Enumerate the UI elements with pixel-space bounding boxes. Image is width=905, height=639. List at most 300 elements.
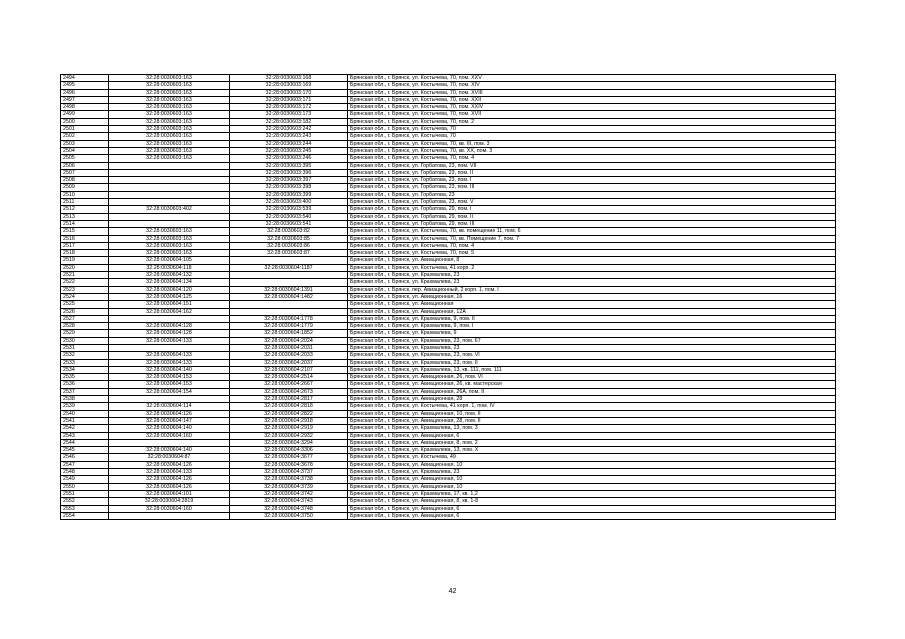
row-number-cell: 2502	[61, 133, 109, 140]
parent-cadastral-number-cell: 32:28:0030603:163	[109, 118, 230, 125]
address-cell: Брянская обл., г. Брянск, ул. Авиационная, 12А	[348, 308, 836, 315]
address-cell: Брянская обл., г. Брянск, ул. Авиационная, 28, пом. II	[348, 417, 836, 424]
parent-cadastral-number-cell: 32:28:0030603:163	[109, 82, 230, 89]
cadastral-number-cell: 32:28:0030604:1482	[230, 293, 348, 300]
table-row	[61, 133, 836, 140]
row-number-cell: 2535	[61, 374, 109, 381]
row-number-cell: 2499	[61, 111, 109, 118]
parent-cadastral-number-cell: 32:28:0030604:120	[109, 286, 230, 293]
register-sheet	[60, 74, 836, 520]
parent-cadastral-number-cell	[109, 177, 230, 184]
address-cell: Брянская обл., г. Брянск, ул. Авиационная, 8, кв. 1-8	[348, 498, 836, 505]
table-row	[61, 315, 836, 322]
cadastral-number-cell	[230, 279, 348, 286]
parent-cadastral-number-cell: 32:28:0030604:153	[109, 374, 230, 381]
table-row	[61, 118, 836, 125]
parent-cadastral-number-cell	[109, 213, 230, 220]
row-number-cell: 2508	[61, 177, 109, 184]
row-number-cell: 2501	[61, 126, 109, 133]
row-number-cell: 2524	[61, 293, 109, 300]
row-number-cell: 2516	[61, 235, 109, 242]
parent-cadastral-number-cell: 32:28:0030604:140	[109, 447, 230, 454]
parent-cadastral-number-cell: 32:28:0030603:163	[109, 89, 230, 96]
address-cell: Брянская обл., г. Брянск, ул. Авиационная, 8, пом. 2	[348, 439, 836, 446]
parent-cadastral-number-cell: 32:28:0030603:163	[109, 242, 230, 249]
table-row	[61, 337, 836, 344]
row-number-cell: 2530	[61, 337, 109, 344]
address-cell: Брянская обл., г. Брянск, ул. Авиационная, 26, кв. мастерская	[348, 381, 836, 388]
cadastral-number-cell: 32:28:0030604:1779	[230, 323, 348, 330]
table-row	[61, 272, 836, 279]
cadastral-number-cell: 32:28:0030604:1187	[230, 264, 348, 271]
parent-cadastral-number-cell: 32:28:0030604:118	[109, 264, 230, 271]
table-row	[61, 301, 836, 308]
cadastral-number-cell: 32:28:0030604:2919	[230, 425, 348, 432]
address-cell: Брянская обл., г. Брянск, ул. Костычева, 41 корп. 2	[348, 264, 836, 271]
parent-cadastral-number-cell: 32:28:0030604:126	[109, 410, 230, 417]
parent-cadastral-number-cell	[109, 220, 230, 227]
table-row	[61, 250, 836, 257]
parent-cadastral-number-cell: 32:28:0030604:162	[109, 308, 230, 315]
table-row	[61, 147, 836, 154]
row-number-cell: 2500	[61, 118, 109, 125]
parent-cadastral-number-cell: 32:28:0030604:160	[109, 432, 230, 439]
table-row	[61, 264, 836, 271]
row-number-cell: 2528	[61, 323, 109, 330]
cadastral-number-cell: 32:28:0030603:182	[230, 118, 348, 125]
address-cell: Брянская обл., г. Брянск, ул. Костычева, 70, пом. XXII	[348, 96, 836, 103]
address-cell: Брянская обл., г. Брянск, ул. Горбатова, 23	[348, 191, 836, 198]
row-number-cell: 2512	[61, 206, 109, 213]
parent-cadastral-number-cell: 32:28:0030603:163	[109, 75, 230, 82]
table-row	[61, 396, 836, 403]
row-number-cell: 2539	[61, 403, 109, 410]
table-row	[61, 235, 836, 242]
parent-cadastral-number-cell	[109, 199, 230, 206]
address-cell: Брянская обл., г. Брянск, ул. Авиационная, 10	[348, 461, 836, 468]
cadastral-number-cell: 32:28:0030604:3306	[230, 447, 348, 454]
parent-cadastral-number-cell: 32:28:0030604:133	[109, 337, 230, 344]
parent-cadastral-number-cell: 32:28:0030604:147	[109, 417, 230, 424]
row-number-cell: 2554	[61, 512, 109, 519]
table-row	[61, 439, 836, 446]
row-number-cell: 2546	[61, 454, 109, 461]
parent-cadastral-number-cell	[109, 512, 230, 519]
cadastral-number-cell: 32:28:0030603:541	[230, 220, 348, 227]
address-cell: Брянская обл., г. Брянск, ул. Авиационная, 28	[348, 396, 836, 403]
row-number-cell: 2538	[61, 396, 109, 403]
parent-cadastral-number-cell	[109, 162, 230, 169]
address-cell: Брянская обл., г. Брянск, ул. Горбатова, 23, пом. II	[348, 169, 836, 176]
table-row	[61, 374, 836, 381]
table-row	[61, 403, 836, 410]
row-number-cell: 2527	[61, 315, 109, 322]
parent-cadastral-number-cell	[109, 344, 230, 351]
cadastral-number-cell: 32:28:0030604:2932	[230, 432, 348, 439]
address-cell: Брянская обл., г. Брянск, ул. Крахмалева, 9	[348, 330, 836, 337]
address-cell: Брянская обл., г. Брянск, ул. Крахмалева, 17, кв. 1,2	[348, 490, 836, 497]
address-cell: Брянская обл., г. Брянск, ул. Горбатова, 29, пом. II	[348, 213, 836, 220]
parent-cadastral-number-cell: 32:28:0030604:140	[109, 425, 230, 432]
table-row	[61, 476, 836, 483]
row-number-cell: 2517	[61, 242, 109, 249]
table-row	[61, 469, 836, 476]
cadastral-number-cell: 32:28:0030603:243	[230, 133, 348, 140]
cadastral-number-cell: 32:28:0030604:2673	[230, 388, 348, 395]
address-cell: Брянская обл., г. Брянск, ул. Авиационная, 6	[348, 512, 836, 519]
address-cell: Брянская обл., г. Брянск, ул. Крахмалева, 23	[348, 344, 836, 351]
cadastral-number-cell: 32:28:0030603:242	[230, 126, 348, 133]
table-row	[61, 417, 836, 424]
address-cell: Брянская обл., г. Брянск, ул. Костычева, 70, пом. XIV	[348, 82, 836, 89]
parent-cadastral-number-cell: 32:28:0030604:133	[109, 469, 230, 476]
address-cell: Брянская обл., г. Брянск, ул. Костычева, 70, кв. помещение 11, пом. 6	[348, 228, 836, 235]
table-row	[61, 410, 836, 417]
table-row	[61, 206, 836, 213]
parent-cadastral-number-cell: 32:28:0030603:163	[109, 104, 230, 111]
address-cell: Брянская обл., г. Брянск, ул. Костычева, 70	[348, 126, 836, 133]
table-row	[61, 96, 836, 103]
table-row	[61, 199, 836, 206]
parent-cadastral-number-cell: 32:28:0030603:163	[109, 133, 230, 140]
table-row	[61, 323, 836, 330]
cadastral-number-cell: 32:28:0030604:2667	[230, 381, 348, 388]
row-number-cell: 2532	[61, 352, 109, 359]
parent-cadastral-number-cell: 32:28:0030604:133	[109, 359, 230, 366]
row-number-cell: 2551	[61, 490, 109, 497]
register-table-body	[61, 75, 836, 520]
parent-cadastral-number-cell: 32:28:0030603:163	[109, 228, 230, 235]
parent-cadastral-number-cell	[109, 169, 230, 176]
table-row	[61, 366, 836, 373]
address-cell: Брянская обл., г. Брянск, пер. Авиационный, 2 корп. 1, пом. I	[348, 286, 836, 293]
cadastral-number-cell: 32:28:0030603:246	[230, 155, 348, 162]
cadastral-number-cell: 32:28:0030604:3738	[230, 476, 348, 483]
cadastral-number-cell: 32:28:0030604:2918	[230, 417, 348, 424]
address-cell: Брянская обл., г. Брянск, ул. Авиационная, 26, пом. VI	[348, 374, 836, 381]
row-number-cell: 2550	[61, 483, 109, 490]
table-row	[61, 191, 836, 198]
table-row	[61, 498, 836, 505]
address-cell: Брянская обл., г. Брянск, ул. Горбатова, 23, пом. III	[348, 184, 836, 191]
row-number-cell: 2522	[61, 279, 109, 286]
address-cell: Брянская обл., г. Брянск, ул. Авиационная, 10	[348, 476, 836, 483]
parent-cadastral-number-cell: 32:28:0030604:128	[109, 323, 230, 330]
row-number-cell: 2541	[61, 417, 109, 424]
cadastral-number-cell: 32:28:0030604:2822	[230, 410, 348, 417]
address-cell: Брянская обл., г. Брянск, ул. Костычева, 70, пом. 5	[348, 250, 836, 257]
row-number-cell: 2504	[61, 147, 109, 154]
cadastral-number-cell: 32:28:0030603:400	[230, 199, 348, 206]
address-cell: Брянская обл., г. Брянск, ул. Костычева, 41 корп. 1, пом. IV	[348, 403, 836, 410]
address-cell: Брянская обл., г. Брянск, ул. Авиационная, 10	[348, 483, 836, 490]
address-cell: Брянская обл., г. Брянск, ул. Горбатова, 23, пом. I	[348, 177, 836, 184]
cadastral-number-cell: 32:28:0030603:398	[230, 184, 348, 191]
table-row	[61, 454, 836, 461]
table-row	[61, 425, 836, 432]
address-cell: Брянская обл., г. Брянск, ул. Авиационная, 6	[348, 432, 836, 439]
row-number-cell: 2526	[61, 308, 109, 315]
address-cell: Брянская обл., г. Брянск, ул. Крахмалева, 13, пом. 3	[348, 425, 836, 432]
table-row	[61, 162, 836, 169]
parent-cadastral-number-cell: 32:28:0030604:154	[109, 388, 230, 395]
row-number-cell: 2537	[61, 388, 109, 395]
cadastral-number-cell: 32:28:0030603:244	[230, 140, 348, 147]
row-number-cell: 2505	[61, 155, 109, 162]
table-row	[61, 308, 836, 315]
cadastral-number-cell: 32:28:0030603:172	[230, 104, 348, 111]
row-number-cell: 2547	[61, 461, 109, 468]
row-number-cell: 2525	[61, 301, 109, 308]
parent-cadastral-number-cell	[109, 396, 230, 403]
row-number-cell: 2496	[61, 89, 109, 96]
cadastral-number-cell: 32:28:0030603:396	[230, 169, 348, 176]
parent-cadastral-number-cell: 32:28:0030603:163	[109, 140, 230, 147]
cadastral-number-cell: 32:28:0030604:3294	[230, 439, 348, 446]
row-number-cell: 2534	[61, 366, 109, 373]
cadastral-number-cell: 32:28:0030604:3739	[230, 483, 348, 490]
cadastral-number-cell: 32:28:0030604:2817	[230, 396, 348, 403]
parent-cadastral-number-cell: 32:28:0030604:132	[109, 272, 230, 279]
address-cell: Брянская обл., г. Брянск, ул. Костычева, 70	[348, 133, 836, 140]
cadastral-number-cell: 32:28:0030603:87	[230, 250, 348, 257]
table-row	[61, 330, 836, 337]
cadastral-number-cell: 32:28:0030603:399	[230, 191, 348, 198]
table-row	[61, 75, 836, 82]
row-number-cell: 2520	[61, 264, 109, 271]
cadastral-number-cell	[230, 272, 348, 279]
address-cell: Брянская обл., г. Брянск, ул. Костычева, 49	[348, 454, 836, 461]
address-cell: Брянская обл., г. Брянск, ул. Крахмалева, 9, пом. II	[348, 315, 836, 322]
row-number-cell: 2515	[61, 228, 109, 235]
register-table	[60, 74, 836, 520]
parent-cadastral-number-cell: 32:28:0030604:153	[109, 381, 230, 388]
parent-cadastral-number-cell	[109, 315, 230, 322]
address-cell: Брянская обл., г. Брянск, ул. Костычева, 70, пом. 4	[348, 242, 836, 249]
address-cell: Брянская обл., г. Брянск, ул. Горбатова, 23, пом. VII	[348, 162, 836, 169]
parent-cadastral-number-cell: 32:28:0030604:101	[109, 490, 230, 497]
address-cell: Брянская обл., г. Брянск, ул. Костычева, 70, пом. 4	[348, 155, 836, 162]
cadastral-number-cell: 32:28:0030604:1391	[230, 286, 348, 293]
parent-cadastral-number-cell: 32:28:0030604:126	[109, 476, 230, 483]
parent-cadastral-number-cell: 32:28:0030603:163	[109, 96, 230, 103]
table-row	[61, 177, 836, 184]
row-number-cell: 2548	[61, 469, 109, 476]
table-row	[61, 82, 836, 89]
cadastral-number-cell: 32:28:0030603:168	[230, 75, 348, 82]
parent-cadastral-number-cell: 32:28:0030604:140	[109, 366, 230, 373]
table-row	[61, 242, 836, 249]
table-row	[61, 505, 836, 512]
table-row	[61, 111, 836, 118]
address-cell: Брянская обл., г. Брянск, ул. Костычева, 70, пом. XXIV	[348, 104, 836, 111]
cadastral-number-cell: 32:28:0030603:85	[230, 235, 348, 242]
cadastral-number-cell: 32:28:0030603:245	[230, 147, 348, 154]
address-cell: Брянская обл., г. Брянск, ул. Авиационная, 8	[348, 257, 836, 264]
cadastral-number-cell: 32:28:0030603:82	[230, 228, 348, 235]
table-row	[61, 228, 836, 235]
table-row	[61, 169, 836, 176]
parent-cadastral-number-cell: 32:28:0030604:151	[109, 301, 230, 308]
parent-cadastral-number-cell: 32:28:0030603:163	[109, 147, 230, 154]
table-row	[61, 89, 836, 96]
row-number-cell: 2545	[61, 447, 109, 454]
parent-cadastral-number-cell: 32:28:0030603:402	[109, 206, 230, 213]
table-row	[61, 257, 836, 264]
row-number-cell: 2529	[61, 330, 109, 337]
row-number-cell: 2553	[61, 505, 109, 512]
cadastral-number-cell: 32:28:0030603:539	[230, 206, 348, 213]
row-number-cell: 2507	[61, 169, 109, 176]
address-cell: Брянская обл., г. Брянск, ул. Горбатова, 29, пом. III	[348, 220, 836, 227]
parent-cadastral-number-cell: 32:28:0030604:160	[109, 505, 230, 512]
table-row	[61, 126, 836, 133]
cadastral-number-cell	[230, 257, 348, 264]
row-number-cell: 2513	[61, 213, 109, 220]
address-cell: Брянская обл., г. Брянск, ул. Авиационная, 26А, пом. II	[348, 388, 836, 395]
row-number-cell: 2549	[61, 476, 109, 483]
cadastral-number-cell: 32:28:0030604:3677	[230, 454, 348, 461]
row-number-cell: 2506	[61, 162, 109, 169]
address-cell: Брянская обл., г. Брянск, ул. Горбатова, 23, пом. V	[348, 199, 836, 206]
row-number-cell: 2533	[61, 359, 109, 366]
row-number-cell: 2552	[61, 498, 109, 505]
row-number-cell: 2542	[61, 425, 109, 432]
parent-cadastral-number-cell: 32:28:0030604:126	[109, 483, 230, 490]
parent-cadastral-number-cell: 32:28:0030603:163	[109, 250, 230, 257]
parent-cadastral-number-cell: 32:28:0030603:163	[109, 111, 230, 118]
row-number-cell: 2509	[61, 184, 109, 191]
table-row	[61, 359, 836, 366]
parent-cadastral-number-cell: 32:28:0030604:114	[109, 403, 230, 410]
cadastral-number-cell: 32:28:0030604:2037	[230, 359, 348, 366]
cadastral-number-cell: 32:28:0030604:3750	[230, 512, 348, 519]
address-cell: Брянская обл., г. Брянск, ул. Костычева, 70, кв. III, пом. 3	[348, 140, 836, 147]
cadastral-number-cell: 32:28:0030604:2031	[230, 344, 348, 351]
table-row	[61, 220, 836, 227]
address-cell: Брянская обл., г. Брянск, ул. Авиационная, 16	[348, 293, 836, 300]
address-cell: Брянская обл., г. Брянск, ул. Крахмалева, 13, кв. 111, пом. 111	[348, 366, 836, 373]
row-number-cell: 2536	[61, 381, 109, 388]
address-cell: Брянская обл., г. Брянск, ул. Крахмалева, 23, пом. II	[348, 359, 836, 366]
address-cell: Брянская обл., г. Брянск, ул. Крахмалева, 23, пом. 67	[348, 337, 836, 344]
row-number-cell: 2540	[61, 410, 109, 417]
row-number-cell: 2510	[61, 191, 109, 198]
table-row	[61, 381, 836, 388]
parent-cadastral-number-cell: 32:28:0030604:105	[109, 257, 230, 264]
table-row	[61, 155, 836, 162]
row-number-cell: 2523	[61, 286, 109, 293]
parent-cadastral-number-cell: 32:28:0030603:163	[109, 155, 230, 162]
cadastral-number-cell: 32:28:0030604:2818	[230, 403, 348, 410]
table-row	[61, 140, 836, 147]
address-cell: Брянская обл., г. Брянск, ул. Авиационная, 6	[348, 505, 836, 512]
cadastral-number-cell: 32:28:0030603:86	[230, 242, 348, 249]
table-row	[61, 344, 836, 351]
parent-cadastral-number-cell: 32:28:0030603:163	[109, 126, 230, 133]
row-number-cell: 2531	[61, 344, 109, 351]
address-cell: Брянская обл., г. Брянск, ул. Костычева, 70, кв. Помещение 7, пом. 7	[348, 235, 836, 242]
table-row	[61, 184, 836, 191]
parent-cadastral-number-cell	[109, 184, 230, 191]
parent-cadastral-number-cell: 32:28:0030604:126	[109, 461, 230, 468]
address-cell: Брянская обл., г. Брянск, ул. Крахмалева, 23, пом. VI	[348, 352, 836, 359]
row-number-cell: 2497	[61, 96, 109, 103]
address-cell: Брянская обл., г. Брянск, ул. Крахмалева, 13, пом. X	[348, 447, 836, 454]
address-cell: Брянская обл., г. Брянск, ул. Авиационная, 10, пом. II	[348, 410, 836, 417]
cadastral-number-cell: 32:28:0030604:3678	[230, 461, 348, 468]
row-number-cell: 2518	[61, 250, 109, 257]
cadastral-number-cell: 32:28:0030603:169	[230, 82, 348, 89]
parent-cadastral-number-cell: 32:28:0030604:87	[109, 454, 230, 461]
cadastral-number-cell: 32:28:0030604:2514	[230, 374, 348, 381]
row-number-cell: 2494	[61, 75, 109, 82]
cadastral-number-cell: 32:28:0030603:540	[230, 213, 348, 220]
row-number-cell: 2521	[61, 272, 109, 279]
parent-cadastral-number-cell: 32:28:0030604:133	[109, 352, 230, 359]
cadastral-number-cell: 32:28:0030603:395	[230, 162, 348, 169]
page-number: 42	[448, 588, 457, 595]
address-cell: Брянская обл., г. Брянск, ул. Костычева, 70, кв. XX, пом. 3	[348, 147, 836, 154]
row-number-cell: 2495	[61, 82, 109, 89]
cadastral-number-cell: 32:28:0030604:3737	[230, 469, 348, 476]
parent-cadastral-number-cell: 32:28:0030604:2819	[109, 498, 230, 505]
address-cell: Брянская обл., г. Брянск, ул. Горбатова, 29, пом. I	[348, 206, 836, 213]
parent-cadastral-number-cell: 32:28:0030603:163	[109, 235, 230, 242]
cadastral-number-cell: 32:28:0030604:1852	[230, 330, 348, 337]
address-cell: Брянская обл., г. Брянск, ул. Костычева, 70, пом. XVII	[348, 111, 836, 118]
table-row	[61, 213, 836, 220]
table-row	[61, 286, 836, 293]
cadastral-number-cell: 32:28:0030603:397	[230, 177, 348, 184]
cadastral-number-cell: 32:28:0030604:3742	[230, 490, 348, 497]
cadastral-number-cell: 32:28:0030604:2024	[230, 337, 348, 344]
row-number-cell: 2511	[61, 199, 109, 206]
table-row	[61, 512, 836, 519]
table-row	[61, 293, 836, 300]
table-row	[61, 279, 836, 286]
parent-cadastral-number-cell: 32:28:0030604:134	[109, 279, 230, 286]
parent-cadastral-number-cell: 32:28:0030604:125	[109, 293, 230, 300]
cadastral-number-cell	[230, 308, 348, 315]
address-cell: Брянская обл., г. Брянск, ул. Костычева, 70, пом. 2	[348, 118, 836, 125]
cadastral-number-cell	[230, 301, 348, 308]
table-row	[61, 388, 836, 395]
cadastral-number-cell: 32:28:0030604:3748	[230, 505, 348, 512]
row-number-cell: 2514	[61, 220, 109, 227]
address-cell: Брянская обл., г. Брянск, ул. Крахмалева, 23	[348, 469, 836, 476]
parent-cadastral-number-cell	[109, 191, 230, 198]
parent-cadastral-number-cell: 32:28:0030604:128	[109, 330, 230, 337]
table-row	[61, 352, 836, 359]
address-cell: Брянская обл., г. Брянск, ул. Крахмалева, 23	[348, 272, 836, 279]
row-number-cell: 2498	[61, 104, 109, 111]
table-row	[61, 461, 836, 468]
cadastral-number-cell: 32:28:0030603:173	[230, 111, 348, 118]
table-row	[61, 483, 836, 490]
address-cell: Брянская обл., г. Брянск, ул. Крахмалева, 23	[348, 279, 836, 286]
cadastral-number-cell: 32:28:0030603:170	[230, 89, 348, 96]
parent-cadastral-number-cell	[109, 439, 230, 446]
cadastral-number-cell: 32:28:0030604:1778	[230, 315, 348, 322]
cadastral-number-cell: 32:28:0030604:2033	[230, 352, 348, 359]
table-row	[61, 490, 836, 497]
table-row	[61, 432, 836, 439]
row-number-cell: 2544	[61, 439, 109, 446]
cadastral-number-cell: 32:28:0030604:2107	[230, 366, 348, 373]
address-cell: Брянская обл., г. Брянск, ул. Костычева, 70, пом. XXV	[348, 75, 836, 82]
cadastral-number-cell: 32:28:0030604:3743	[230, 498, 348, 505]
